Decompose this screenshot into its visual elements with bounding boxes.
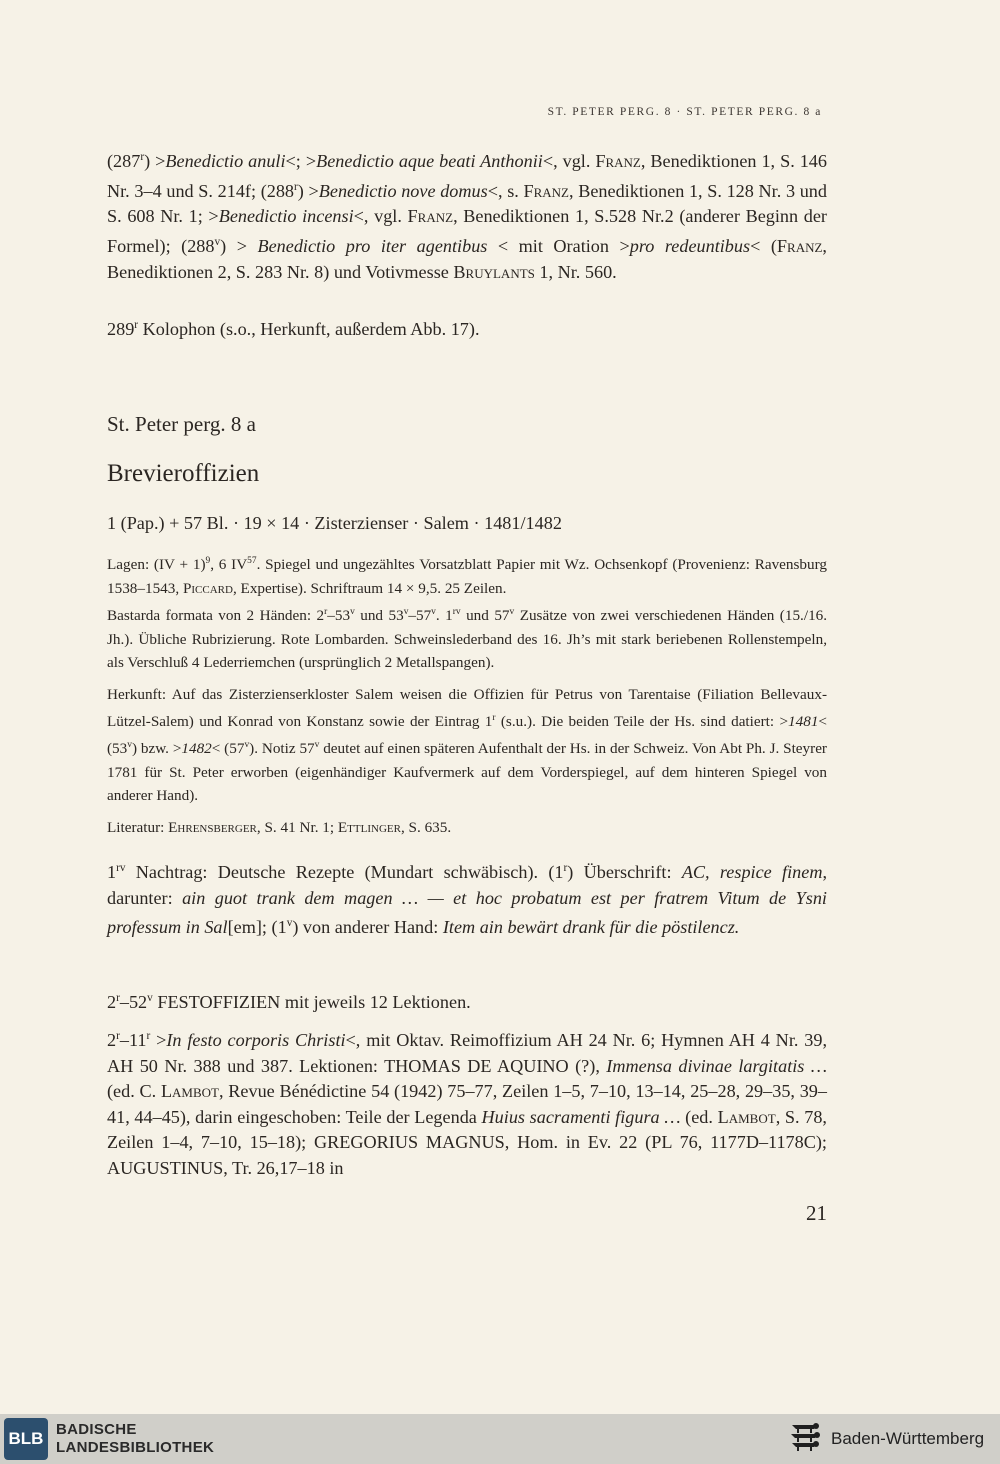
text-run: Benedictio anuli xyxy=(165,151,286,172)
text-run: ain guot trank dem magen … — et hoc probatum est per fratrem Vitum de Ysni professum in Sal xyxy=(107,887,827,938)
text-run: , darunter: xyxy=(107,862,827,908)
text-run: 9 xyxy=(205,556,211,566)
text-run: v xyxy=(286,917,293,930)
text-run: v xyxy=(509,606,515,617)
text-run: > xyxy=(150,1030,167,1051)
text-run: r xyxy=(134,319,139,331)
text-run: [em]; (1 xyxy=(227,917,287,938)
text-run: Franz xyxy=(407,206,454,227)
text-run: Lambot xyxy=(160,1081,219,1102)
text-run: v xyxy=(350,606,355,617)
text-run: (287 xyxy=(107,151,141,172)
text-run: und 53 xyxy=(354,606,404,624)
text-run: 2 xyxy=(107,992,117,1013)
text-run: v xyxy=(314,739,320,750)
text-run: Lagen: (IV + 1) xyxy=(107,556,206,574)
text-run: v xyxy=(147,992,153,1004)
text-run: Herkunft: Auf das Zisterzienserkloster Salem weisen die Offizien für Petrus von Tarentaise (Filiation Bellevaux-Lützel-Salem) und Konrad von Konstanz sowie der Eintrag 1 xyxy=(107,686,827,730)
text-run: (ed. C. xyxy=(107,1081,161,1102)
paragraph-lagen xyxy=(107,550,827,601)
text-run: v xyxy=(403,606,409,617)
text-run: r xyxy=(140,151,145,163)
text-run: r xyxy=(324,606,328,617)
paragraph-festoffizien xyxy=(107,986,827,1016)
text-run: Kolophon (s.o., Herkunft, außerdem Abb. 17). xyxy=(138,319,480,340)
text-run: v xyxy=(244,739,250,750)
text-run: . 1 xyxy=(435,606,453,624)
running-head: ST. PETER PERG. 8 · ST. PETER PERG. 8 a xyxy=(547,106,822,118)
text-run: Nachtrag: Deutsche Rezepte (Mundart schwäbisch). (1 xyxy=(125,862,564,883)
text-run: (s.u.). Die beiden Teile der Hs. sind datiert: > xyxy=(495,712,789,730)
text-run: , 6 IV xyxy=(210,556,248,574)
text-run: < mit Oration > xyxy=(487,235,630,256)
text-run: ) von anderer Hand: xyxy=(292,917,443,938)
text-run: 1481 xyxy=(788,712,819,730)
text-run: <, vgl. xyxy=(353,206,408,227)
paragraph-kolophon xyxy=(107,313,827,343)
text-run: Franz xyxy=(776,235,823,256)
library-name-line1: BADISCHE xyxy=(56,1421,137,1438)
entry-festoffizien xyxy=(107,986,827,1016)
text-run: , S. 635. xyxy=(400,819,452,837)
manuscript-signature: St. Peter perg. 8 a xyxy=(107,412,256,436)
text-run: Piccard xyxy=(182,579,233,597)
text-run: <, vgl. xyxy=(542,151,596,172)
text-run: ). Notiz 57 xyxy=(249,739,315,757)
text-run: –52 xyxy=(119,992,148,1013)
text-run: r xyxy=(116,1030,120,1042)
text-run: , S. 78, Zeilen 1–4, 7–10, 15–18); GREGORIUS MAGNUS, Hom. in Ev. 22 (PL 76, 1177D–1178C); AUGUSTINUS, Tr. 26,17–18 in xyxy=(107,1106,827,1179)
paragraph-benedictions xyxy=(107,145,827,285)
text-run: –53 xyxy=(327,606,351,624)
manuscript-title: Brevieroffizien xyxy=(107,460,260,487)
text-run: r xyxy=(563,862,568,874)
text-run: , Expertise). Schriftraum 14 × 9,5. 25 Zeilen. xyxy=(232,579,507,597)
text-run: 1482 xyxy=(181,739,212,757)
text-run: <, s. xyxy=(487,180,524,201)
text-run: 1 xyxy=(107,862,117,883)
text-run: . Spiegel und ungezähltes Vorsatzblatt Papier mit Wz. Ochsenkopf (Provenienz: Ravensburg 1538–1543, xyxy=(107,556,827,597)
text-run: (ed. xyxy=(680,1106,718,1127)
paragraph-corpus-christi xyxy=(107,1024,827,1182)
description-block xyxy=(107,550,827,840)
text-run: r xyxy=(492,712,496,723)
entry-nachtrag xyxy=(107,856,827,941)
text-run: Franz xyxy=(595,151,641,172)
text-run: Benedictio pro iter agentibus xyxy=(257,235,488,256)
text-run: deutet auf einen späteren Aufenthalt der Hs. in der Schweiz. Von Abt Ph. J. Steyrer 1781 für St. Peter erworben (eigenhändiger Kaufvermerk auf dem Vorderspiegel, auf dem hinteren Spiegel von anderer Hand). xyxy=(107,739,827,805)
text-run: Zusätze von zwei verschiedenen Händen (15./16. Jh.). Übliche Rubrizierung. Rote Lombarden. Schweinslederband des 16. Jh’s mit stark beriebenen Rollenstempeln, als Verschluß 4 Lederriemchen (ursprünglich 2 Metallspangen). xyxy=(107,606,828,672)
paragraph-bastarda xyxy=(107,601,827,675)
text-run: <; > xyxy=(285,151,317,172)
text-run: 2 xyxy=(107,1030,117,1051)
text-run: r xyxy=(294,180,298,193)
text-run: Benedictio nove domus xyxy=(318,180,488,201)
text-run: , Revue Bénédictine 54 (1942) 75–77, Zeilen 1–5, 7–10, 13–14, 25–28, 29–35, 39–41, 44–45), darin eingeschoben: Teile der Legenda xyxy=(107,1081,827,1127)
text-run: rv xyxy=(452,606,461,617)
text-run: ) > xyxy=(297,180,319,201)
text-run: Bruylants xyxy=(453,261,535,282)
text-run: , Benediktionen 2, S. 283 Nr. 8) und Votivmesse xyxy=(107,235,827,282)
text-run: < (53 xyxy=(107,712,827,757)
text-run: –57 xyxy=(408,606,432,624)
text-run: , Benediktionen 1, S. 146 Nr. 3–4 und S. 214f; (288 xyxy=(107,151,827,201)
text-run: < (57 xyxy=(211,739,245,757)
text-run: 1, Nr. 560. xyxy=(534,261,617,282)
text-run: Immensa divinae largitatis … xyxy=(606,1055,827,1076)
text-run: Literatur: xyxy=(107,819,169,837)
text-run: <, mit Oktav. Reimoffizium AH 24 Nr. 6; Hymnen AH 4 Nr. 39, AH 50 Nr. 388 und 387. Lektionen: THOMAS DE AQUINO (?), xyxy=(107,1030,827,1076)
state-name: Baden-Württemberg xyxy=(831,1429,985,1448)
text-run: Ehrensberger xyxy=(168,819,257,837)
text-run: , Benediktionen 1, S.528 Nr.2 (anderer Beginn der Formel); (288 xyxy=(107,206,827,256)
text-run: ) > xyxy=(220,235,258,256)
text-run: 289 xyxy=(107,319,135,340)
text-run: und 57 xyxy=(460,606,510,624)
paragraph-literatur xyxy=(107,816,827,840)
text-run: 57 xyxy=(247,556,257,566)
text-run: Bastarda formata von 2 Händen: 2 xyxy=(107,606,325,624)
summary-text xyxy=(107,511,827,537)
text-run: , S. 41 Nr. 1; xyxy=(256,819,338,837)
text-run: r xyxy=(146,1030,151,1042)
text-run: rv xyxy=(116,862,126,874)
text-run: Benedictio aque beati Anthonii xyxy=(316,151,543,172)
text-run: pro redeuntibus xyxy=(629,235,751,256)
text-run: Franz xyxy=(523,180,569,201)
text-run: ) Überschrift: xyxy=(567,862,682,883)
paragraph-herkunft xyxy=(107,683,827,808)
text-run: v xyxy=(431,606,436,617)
library-name-line2: LANDESBIBLIOTHEK xyxy=(56,1439,215,1456)
page-number: 21 xyxy=(806,1201,827,1225)
text-run: In festo corporis Christi xyxy=(166,1030,346,1051)
text-run: Huius sacramenti figura … xyxy=(481,1106,681,1127)
text-run: v xyxy=(127,739,132,750)
text-run: ) bzw. > xyxy=(131,739,182,757)
text-run: AC, respice finem xyxy=(681,862,823,883)
text-run: , Benediktionen 1, S. 128 Nr. 3 und S. 608 Nr. 1; > xyxy=(107,180,827,227)
text-run: Lambot xyxy=(717,1106,776,1127)
summary-line xyxy=(107,511,827,537)
text-run: –11 xyxy=(119,1030,147,1051)
text-run: < ( xyxy=(750,235,777,256)
text-run: FESTOFFIZIEN mit jeweils 12 Lektionen. xyxy=(152,992,471,1013)
entry-benedictions xyxy=(107,145,827,285)
text-run: ) > xyxy=(144,151,166,172)
text-run: Item ain bewärt drank für die pöstilencz. xyxy=(442,917,740,938)
text-run: r xyxy=(116,992,120,1004)
paragraph-nachtrag xyxy=(107,856,827,941)
lions-emblem-icon xyxy=(788,1419,824,1459)
text-run: v xyxy=(214,235,221,248)
entry-corpus-christi xyxy=(107,1024,827,1182)
blb-logo-icon[interactable]: BLB xyxy=(4,1418,48,1460)
library-name[interactable] xyxy=(56,1421,214,1457)
text-run: 1 (Pap.) + 57 Bl. · 19 × 14 · Zisterzienser · Salem · 1481/1482 xyxy=(107,513,562,533)
entry-kolophon xyxy=(107,313,827,343)
text-run: Ettlinger xyxy=(337,819,401,837)
text-run: Benedictio incensi xyxy=(218,206,354,227)
